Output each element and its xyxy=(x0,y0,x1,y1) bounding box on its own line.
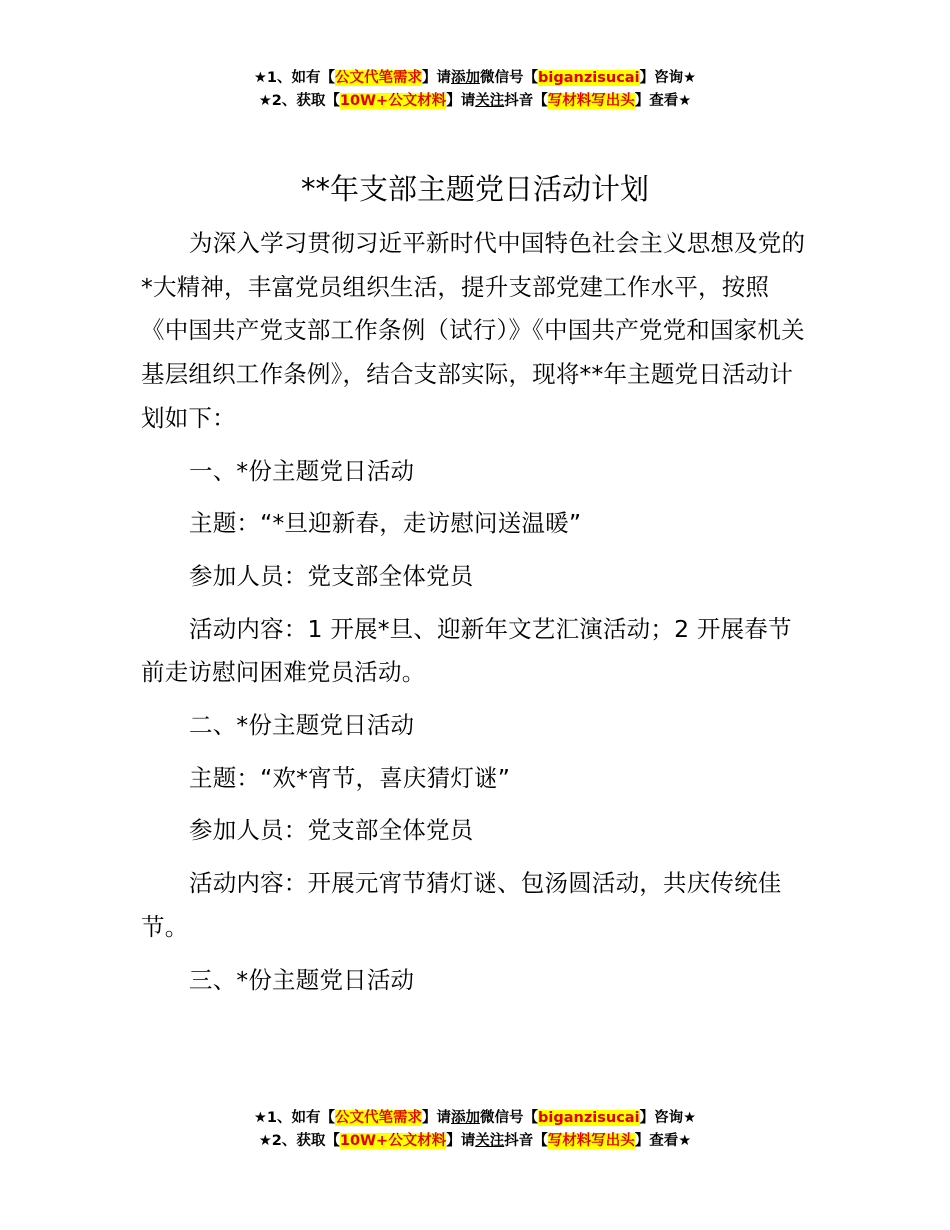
promo-highlight: 10W+公文材料 xyxy=(339,1133,447,1149)
promo-text: 】请 xyxy=(446,93,476,109)
section-participants: 参加人员：党支部全体党员 xyxy=(189,816,474,845)
promo-text: ★2、获取【 xyxy=(258,1133,340,1149)
promo-highlight: biganzisucai xyxy=(538,1110,640,1126)
promo-underlined: 添加 xyxy=(451,70,481,86)
promo-underlined: 关注 xyxy=(475,1133,505,1149)
promo-text: 】咨询★ xyxy=(639,70,697,86)
promo-text: 微信号【 xyxy=(480,1110,539,1126)
promo-highlight: 公文代笔需求 xyxy=(335,70,423,86)
promo-line-2 xyxy=(0,1130,950,1153)
section-heading: 二、*份主题党日活动 xyxy=(189,711,415,740)
section-theme: 主题：“欢*宵节，喜庆猜灯谜” xyxy=(189,763,511,792)
section-content: 活动内容：开展元宵节猜灯谜、包汤圆活动，共庆传统佳节。 xyxy=(141,869,782,941)
promo-text: 抖音【 xyxy=(504,1133,548,1149)
promo-underlined: 添加 xyxy=(451,1110,481,1126)
footer-promo-banner xyxy=(0,1107,950,1153)
promo-highlight: 公文代笔需求 xyxy=(335,1110,423,1126)
promo-text: 】咨询★ xyxy=(639,1110,697,1126)
promo-highlight: 写材料写出头 xyxy=(547,1133,635,1149)
section-content: 活动内容：1 开展*旦、迎新年文艺汇演活动；2 开展春节前走访慰问困难党员活动。 xyxy=(141,614,792,687)
promo-line-1 xyxy=(0,1107,950,1130)
section-heading: 一、*份主题党日活动 xyxy=(189,456,415,485)
promo-text: 抖音【 xyxy=(504,93,548,109)
section-theme: 主题：“*旦迎新春，走访慰问送温暖” xyxy=(189,509,582,538)
promo-line-2 xyxy=(0,90,950,113)
promo-highlight: biganzisucai xyxy=(538,70,640,86)
promo-text: 】请 xyxy=(446,1133,476,1149)
promo-text: 】查看★ xyxy=(634,1133,692,1149)
promo-highlight: 10W+公文材料 xyxy=(339,93,447,109)
header-promo-banner xyxy=(0,67,950,113)
promo-text: 】请 xyxy=(422,1110,452,1126)
promo-text: 】请 xyxy=(422,70,452,86)
promo-underlined: 关注 xyxy=(475,93,505,109)
promo-line-1 xyxy=(0,67,950,90)
promo-text: ★2、获取【 xyxy=(258,93,340,109)
section-participants: 参加人员：党支部全体党员 xyxy=(189,561,474,590)
section-heading: 三、*份主题党日活动 xyxy=(189,965,415,994)
document-body xyxy=(141,222,813,1002)
promo-highlight: 写材料写出头 xyxy=(547,93,635,109)
promo-text: 】查看★ xyxy=(634,93,692,109)
document-title: **年支部主题党日活动计划 xyxy=(300,172,649,206)
promo-text: ★1、如有【 xyxy=(253,70,336,86)
promo-text: ★1、如有【 xyxy=(253,1110,336,1126)
promo-text: 微信号【 xyxy=(480,70,539,86)
intro-paragraph: 为深入学习贯彻习近平新时代中国特色社会主义思想及党的*大精神，丰富党员组织生活，提升支部党建工作水平，按照《中国共产党支部工作条例（试行）》《中国共产党党和国家机关基层组织工作条例》，结合支部实际，现将**年主题党日活动计划如下： xyxy=(141,229,806,432)
